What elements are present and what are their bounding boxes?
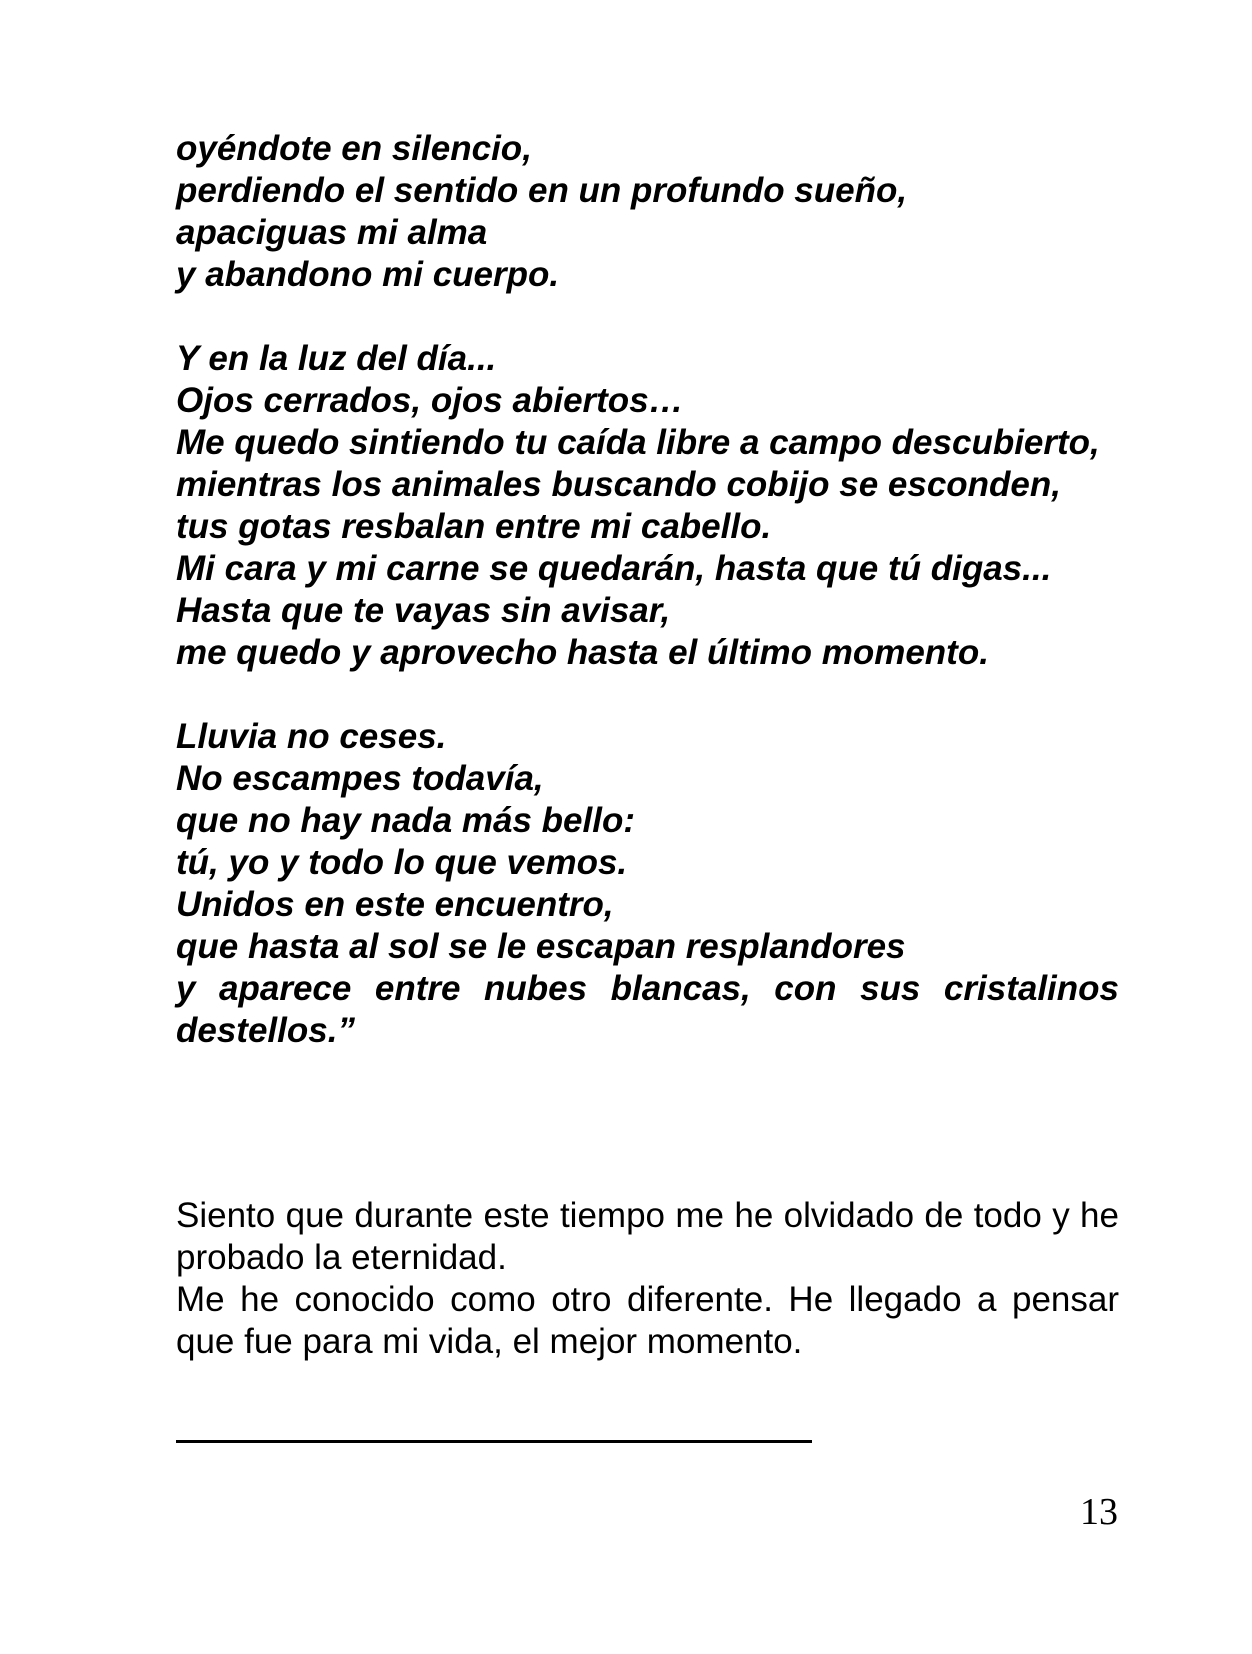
poem-line: Ojos cerrados, ojos abiertos… (176, 381, 684, 420)
page-number: 13 (1080, 1491, 1118, 1533)
prose-section (176, 1195, 1119, 1363)
prose-paragraph-1: Siento que durante este tiempo me he olvidado de todo y he probado la eternidad. (176, 1196, 1119, 1277)
poem-line: Lluvia no ceses. (176, 717, 447, 756)
poem-line: y aparece entre nubes blancas, con sus cristalinos destellos.” (176, 969, 1119, 1050)
poem-line: Y en la luz del día... (176, 339, 497, 378)
poem-line: perdiendo el sentido en un profundo sueño, (176, 171, 908, 210)
poem-line: me quedo y aprovecho hasta el último momento. (176, 633, 989, 672)
poem-line: Mi cara y mi carne se quedarán, hasta que tú digas... (176, 549, 1052, 588)
poem-line: Me quedo sintiendo tu caída libre a campo descubierto, (176, 423, 1100, 462)
poem-line: y abandono mi cuerpo. (176, 255, 560, 294)
poem-stanza-1 (176, 128, 1119, 296)
poem-line: Hasta que te vayas sin avisar, (176, 591, 671, 630)
poem-line: tú, yo y todo lo que vemos. (176, 843, 628, 882)
poem-line: tus gotas resbalan entre mi cabello. (176, 507, 772, 546)
poem (176, 128, 1119, 1052)
poem-line: Unidos en este encuentro, (176, 885, 614, 924)
poem-stanza-2 (176, 338, 1119, 674)
poem-line: oyéndote en silencio, (176, 129, 532, 168)
poem-line: mientras los animales buscando cobijo se esconden, (176, 465, 1061, 504)
poem-line: No escampes todavía, (176, 759, 544, 798)
prose-paragraph-2: Me he conocido como otro diferente. He llegado a pensar que fue para mi vida, el mejor momento. (176, 1280, 1119, 1361)
poem-line: que hasta al sol se le escapan resplandores (176, 927, 906, 966)
footnote-separator (176, 1440, 812, 1443)
poem-stanza-3 (176, 716, 1119, 1052)
poem-line: apaciguas mi alma (176, 213, 488, 252)
poem-line: que no hay nada más bello: (176, 801, 635, 840)
